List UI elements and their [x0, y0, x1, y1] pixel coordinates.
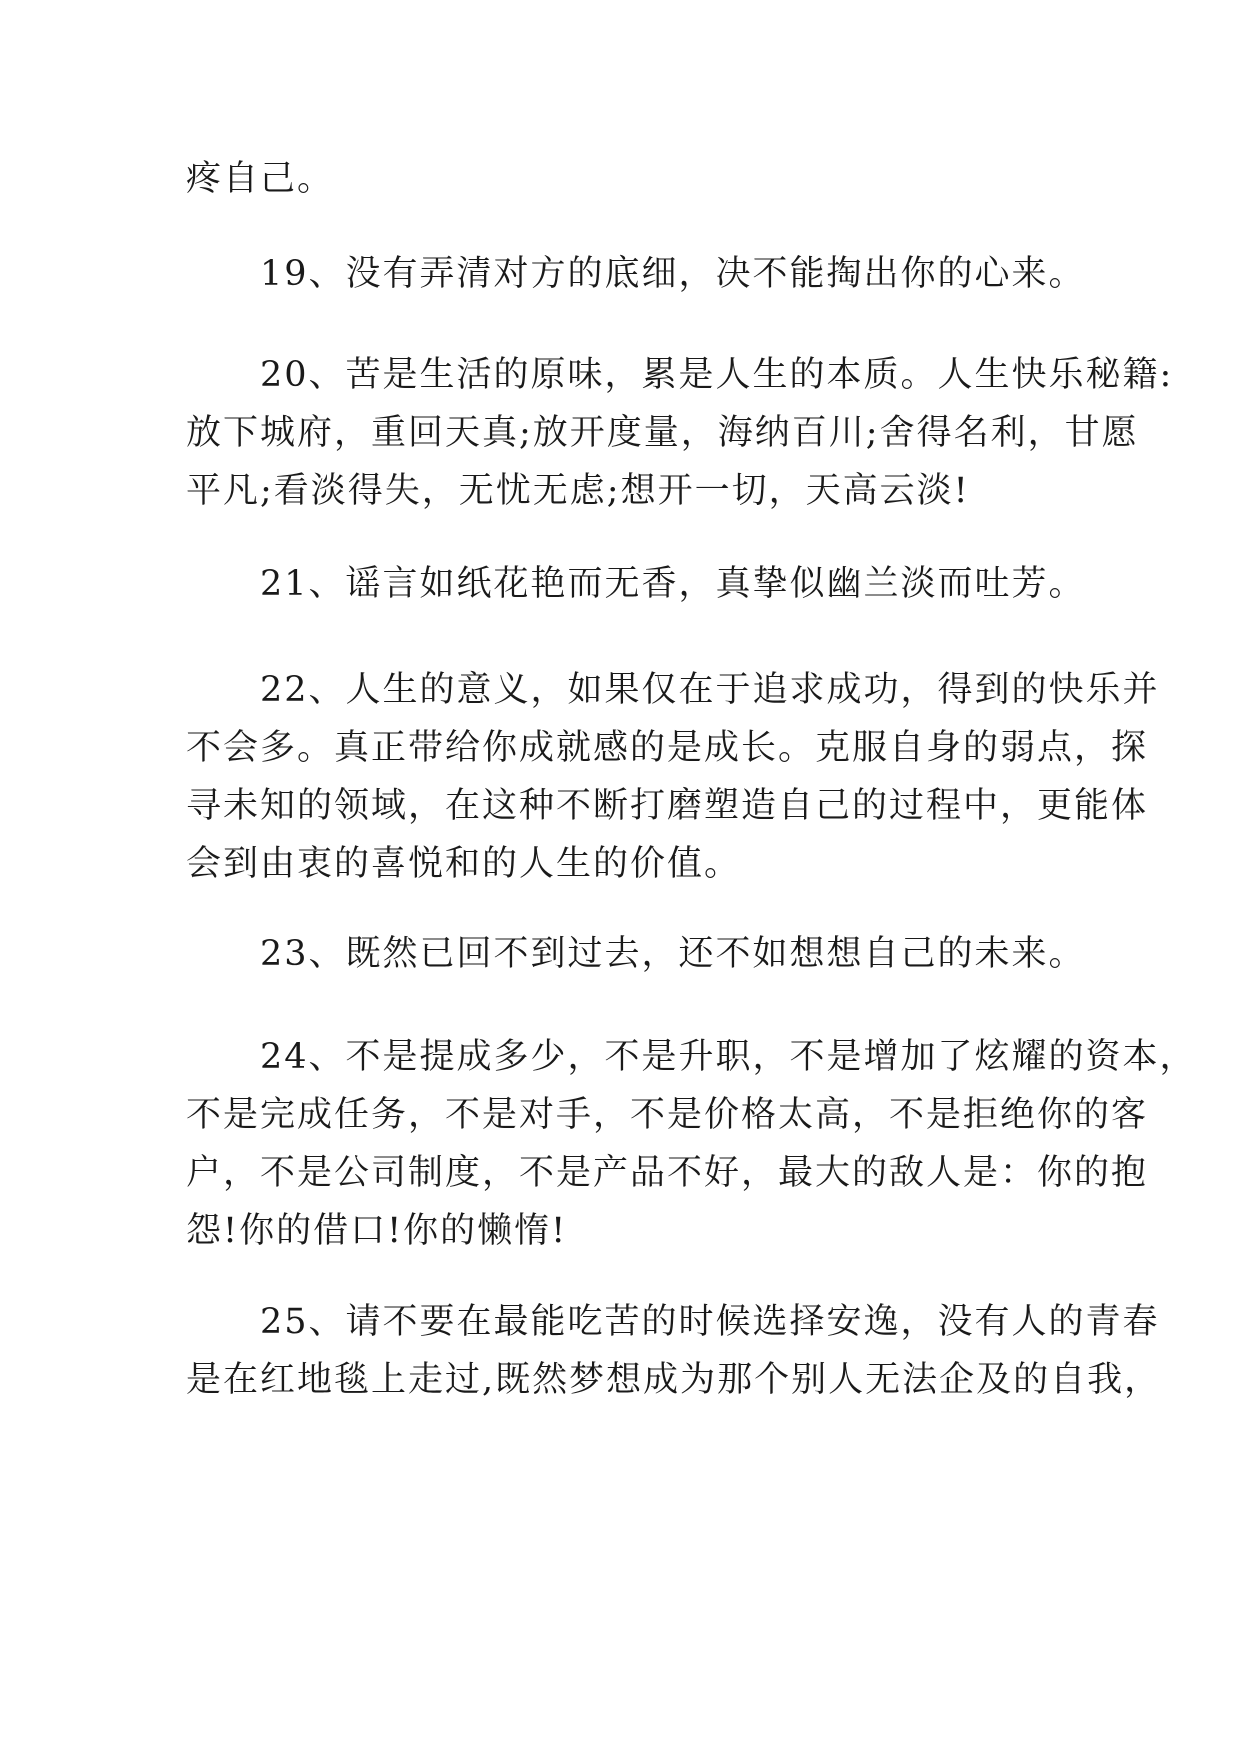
text-line: 是在红地毯上走过,既然梦想成为那个别人无法企及的自我，: [186, 1360, 1162, 1400]
text-line: 怨!你的借口!你的懒惰!: [186, 1211, 568, 1251]
paragraph-22: [186, 661, 1160, 893]
text-line: 20、苦是生活的原味，累是人生的本质。人生快乐秘籍:: [186, 355, 1174, 395]
text-line: 19、没有弄清对方的底细，决不能掏出你的心来。: [186, 254, 1086, 294]
paragraph-20: [186, 346, 1174, 520]
text-line: 不会多。真正带给你成就感的是成长。克服自身的弱点，探: [186, 728, 1149, 768]
text-line: 放下城府，重回天真;放开度量，海纳百川;舍得名利，甘愿: [186, 413, 1139, 453]
text-line: 户，不是公司制度，不是产品不好，最大的敌人是：你的抱: [186, 1153, 1149, 1193]
text-line: 23、既然已回不到过去，还不如想想自己的未来。: [186, 934, 1086, 974]
text-line: 不是完成任务，不是对手，不是价格太高，不是拒绝你的客: [186, 1095, 1149, 1135]
text-line: 会到由衷的喜悦和的人生的价值。: [186, 844, 742, 884]
paragraph-24: [186, 1028, 1197, 1260]
paragraph-23: [186, 925, 1086, 983]
paragraph-25: [186, 1293, 1162, 1409]
paragraph-19: [186, 245, 1086, 303]
text-line: 24、不是提成多少，不是升职，不是增加了炫耀的资本，: [186, 1037, 1197, 1077]
text-line: 平凡;看淡得失，无忧无虑;想开一切，天高云淡!: [186, 471, 970, 511]
paragraph-continuation: [186, 150, 1056, 208]
paragraph-21: [186, 555, 1086, 613]
text-line: 22、人生的意义，如果仅在于追求成功，得到的快乐并: [186, 670, 1160, 710]
text-line: 寻未知的领域，在这种不断打磨塑造自己的过程中，更能体: [186, 786, 1149, 826]
text-line: 疼自己。: [186, 159, 335, 199]
text-line: 21、谣言如纸花艳而无香，真挚似幽兰淡而吐芳。: [186, 564, 1086, 604]
text-line: 25、请不要在最能吃苦的时候选择安逸，没有人的青春: [186, 1302, 1160, 1342]
